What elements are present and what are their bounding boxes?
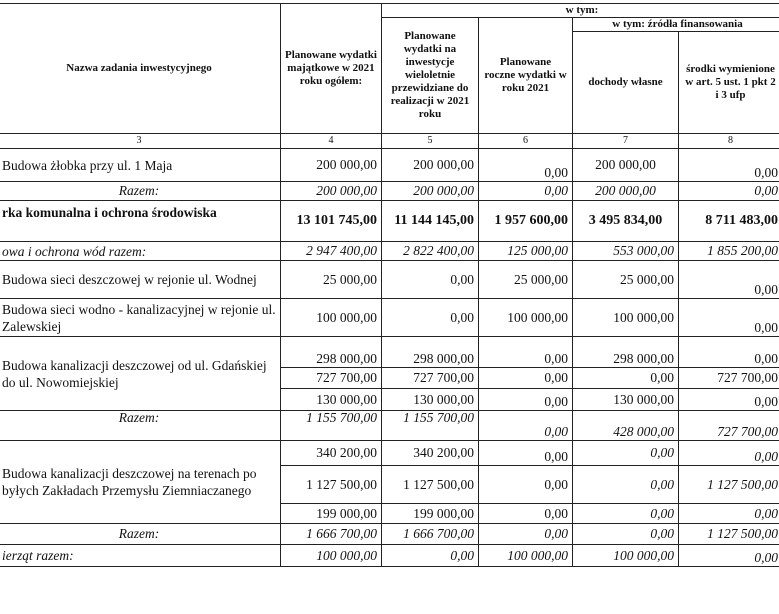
amount-funds: 727 700,00 [679, 368, 779, 389]
subsection-name: ierząt razem: [0, 545, 281, 567]
amount-own-income: 0,00 [573, 504, 679, 524]
amount-total: 199 000,00 [281, 504, 382, 524]
amount-annual: 0,00 [479, 389, 573, 411]
amount-funds: 0,00 [679, 149, 779, 182]
amount-funds: 0,00 [679, 299, 779, 337]
column-number: 6 [479, 134, 573, 149]
amount-own-income: 428 000,00 [573, 411, 679, 441]
table-row-subtotal [0, 411, 779, 441]
amount-annual: 100 000,00 [479, 545, 573, 567]
amount-total: 130 000,00 [281, 389, 382, 411]
task-name: Budowa sieci wodno - kanalizacyjnej w rejonie ul. Zalewskiej [0, 299, 281, 337]
amount-funds: 0,00 [679, 389, 779, 411]
amount-total: 100 000,00 [281, 299, 382, 337]
table-row [0, 441, 779, 466]
amount-annual: 0,00 [479, 411, 573, 441]
column-number: 3 [0, 134, 281, 149]
amount-own-income: 0,00 [573, 368, 679, 389]
column-number: 5 [382, 134, 479, 149]
amount-funds: 0,00 [679, 545, 779, 567]
table-row-subtotal [0, 524, 779, 545]
amount-multi-year: 1 127 500,00 [382, 466, 479, 504]
amount-annual: 25 000,00 [479, 261, 573, 299]
header-funding-sources: w tym: źródła finansowania [573, 18, 779, 32]
header-funds: środki wymienione w art. 5 ust. 1 pkt 2 i 3 ufp [679, 32, 779, 134]
table-row [0, 261, 779, 299]
amount-multi-year: 727 700,00 [382, 368, 479, 389]
amount-funds: 1 855 200,00 [679, 242, 779, 261]
amount-total: 200 000,00 [281, 149, 382, 182]
amount-annual: 0,00 [479, 368, 573, 389]
amount-funds: 1 127 500,00 [679, 524, 779, 545]
amount-funds: 1 127 500,00 [679, 466, 779, 504]
amount-multi-year: 130 000,00 [382, 389, 479, 411]
amount-total: 13 101 745,00 [281, 201, 382, 242]
subtotal-label: Razem: [0, 182, 281, 201]
amount-funds: 0,00 [679, 441, 779, 466]
amount-own-income: 200 000,00 [573, 182, 679, 201]
amount-funds: 0,00 [679, 182, 779, 201]
amount-funds: 0,00 [679, 261, 779, 299]
section-name: rka komunalna i ochrona środowiska [0, 201, 281, 242]
amount-own-income: 100 000,00 [573, 299, 679, 337]
amount-own-income: 0,00 [573, 466, 679, 504]
amount-multi-year: 199 000,00 [382, 504, 479, 524]
amount-total: 727 700,00 [281, 368, 382, 389]
table-row-section-total [0, 201, 779, 242]
amount-multi-year: 11 144 145,00 [382, 201, 479, 242]
amount-annual: 0,00 [479, 504, 573, 524]
amount-multi-year: 0,00 [382, 545, 479, 567]
table-row-subtotal [0, 182, 779, 201]
amount-funds: 0,00 [679, 337, 779, 368]
table-row [0, 299, 779, 337]
amount-funds: 0,00 [679, 504, 779, 524]
amount-own-income: 200 000,00 [573, 149, 679, 182]
amount-multi-year: 0,00 [382, 299, 479, 337]
amount-total: 340 200,00 [281, 441, 382, 466]
amount-multi-year: 1 155 700,00 [382, 411, 479, 441]
amount-own-income: 100 000,00 [573, 545, 679, 567]
task-name: Budowa kanalizacji deszczowej na terenach po byłych Zakładach Przemysłu Ziemniaczanego [0, 441, 281, 524]
amount-own-income: 0,00 [573, 524, 679, 545]
subtotal-label: Razem: [0, 524, 281, 545]
amount-funds: 727 700,00 [679, 411, 779, 441]
column-number: 7 [573, 134, 679, 149]
amount-multi-year: 298 000,00 [382, 337, 479, 368]
amount-total: 1 666 700,00 [281, 524, 382, 545]
amount-own-income: 3 495 834,00 [573, 201, 679, 242]
amount-funds: 8 711 483,00 [679, 201, 779, 242]
amount-total: 100 000,00 [281, 545, 382, 567]
amount-multi-year: 1 666 700,00 [382, 524, 479, 545]
column-number: 4 [281, 134, 382, 149]
header-multi-year: Planowane wydatki na inwestycje wieloletnie przewidziane do realizacji w 2021 roku [382, 18, 479, 134]
amount-annual: 125 000,00 [479, 242, 573, 261]
amount-annual: 0,00 [479, 182, 573, 201]
task-name: Budowa żłobka przy ul. 1 Maja [0, 149, 281, 182]
subsection-name: owa i ochrona wód razem: [0, 242, 281, 261]
amount-annual: 0,00 [479, 524, 573, 545]
amount-multi-year: 0,00 [382, 261, 479, 299]
amount-total: 2 947 400,00 [281, 242, 382, 261]
amount-total: 200 000,00 [281, 182, 382, 201]
investment-table [0, 3, 779, 567]
amount-multi-year: 2 822 400,00 [382, 242, 479, 261]
task-name: Budowa sieci deszczowej w rejonie ul. Wodnej [0, 261, 281, 299]
table-row [0, 337, 779, 368]
amount-own-income: 130 000,00 [573, 389, 679, 411]
table-row [0, 149, 779, 182]
amount-annual: 0,00 [479, 466, 573, 504]
amount-annual: 0,00 [479, 441, 573, 466]
header-total: Planowane wydatki majątkowe w 2021 roku ogółem: [281, 4, 382, 134]
table-row-subsection-total [0, 242, 779, 261]
header-own-income: dochody własne [573, 32, 679, 134]
task-name: Budowa kanalizacji deszczowej od ul. Gdańskiej do ul. Nowomiejskiej [0, 337, 281, 411]
amount-total: 25 000,00 [281, 261, 382, 299]
amount-annual: 100 000,00 [479, 299, 573, 337]
table-row-subsection-total [0, 545, 779, 567]
amount-total: 1 127 500,00 [281, 466, 382, 504]
amount-own-income: 25 000,00 [573, 261, 679, 299]
amount-total: 298 000,00 [281, 337, 382, 368]
amount-multi-year: 200 000,00 [382, 149, 479, 182]
amount-annual: 0,00 [479, 149, 573, 182]
amount-total: 1 155 700,00 [281, 411, 382, 441]
subtotal-label: Razem: [0, 411, 281, 441]
amount-own-income: 298 000,00 [573, 337, 679, 368]
amount-own-income: 553 000,00 [573, 242, 679, 261]
header-task-name: Nazwa zadania inwestycyjnego [0, 4, 281, 134]
header-annual: Planowane roczne wydatki w roku 2021 [479, 18, 573, 134]
amount-own-income: 0,00 [573, 441, 679, 466]
column-number: 8 [679, 134, 779, 149]
header-w-tym: w tym: [382, 4, 779, 18]
amount-annual: 0,00 [479, 337, 573, 368]
amount-multi-year: 200 000,00 [382, 182, 479, 201]
amount-annual: 1 957 600,00 [479, 201, 573, 242]
amount-multi-year: 340 200,00 [382, 441, 479, 466]
